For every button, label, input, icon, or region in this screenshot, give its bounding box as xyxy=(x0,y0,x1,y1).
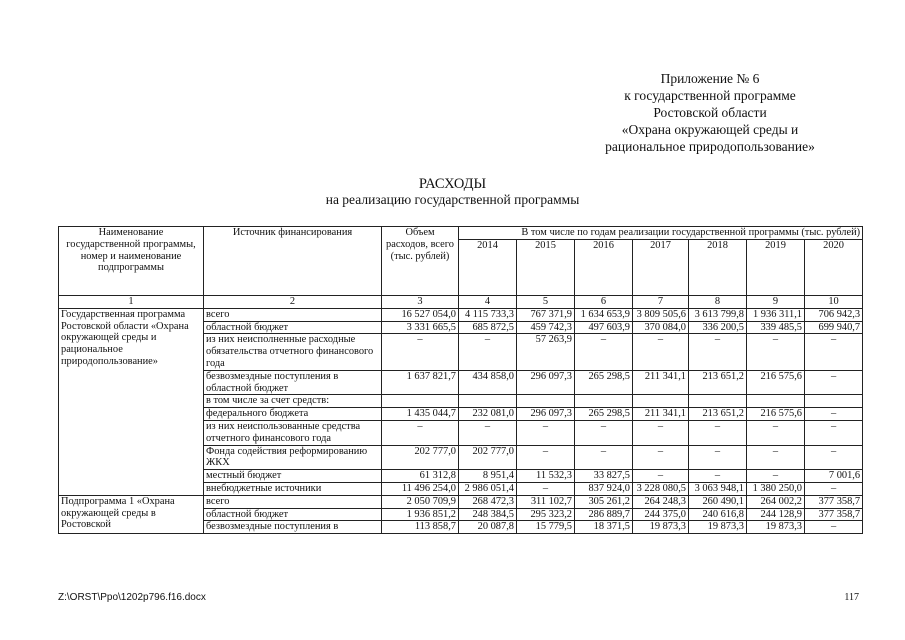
appendix-line: Приложение № 6 xyxy=(660,71,760,86)
value-cell: 2 986 051,4 xyxy=(459,482,517,495)
value-cell: 202 777,0 xyxy=(382,445,459,470)
header-year: 2014 xyxy=(459,239,517,295)
value-cell: 11 496 254,0 xyxy=(382,482,459,495)
value-cell: 19 873,3 xyxy=(747,521,805,534)
value-cell: 216 575,6 xyxy=(747,370,805,395)
value-cell: 240 616,8 xyxy=(689,508,747,521)
source-cell: из них неисполненные расходные обязательства отчетного финансового года xyxy=(204,334,382,370)
column-numbers-row xyxy=(59,296,863,309)
value-cell xyxy=(575,395,633,408)
value-cell: 248 384,5 xyxy=(459,508,517,521)
value-cell: 61 312,8 xyxy=(382,470,459,483)
value-cell: 296 097,3 xyxy=(517,408,575,421)
source-cell: областной бюджет xyxy=(204,508,382,521)
appendix-caption xyxy=(560,70,860,155)
value-cell: 305 261,2 xyxy=(575,495,633,508)
header-source: Источник финансирования xyxy=(204,227,382,296)
value-cell: 16 527 054,0 xyxy=(382,308,459,321)
source-cell: Фонда содействия реформированию ЖКХ xyxy=(204,445,382,470)
value-cell: 7 001,6 xyxy=(805,470,863,483)
value-cell: 3 228 080,5 xyxy=(633,482,689,495)
value-cell: – xyxy=(805,408,863,421)
source-cell: безвозмездные поступления в областной бюджет xyxy=(204,370,382,395)
value-cell: 370 084,0 xyxy=(633,321,689,334)
value-cell: – xyxy=(382,334,459,370)
value-cell: 377 358,7 xyxy=(805,508,863,521)
column-number: 8 xyxy=(689,296,747,309)
appendix-line: Ростовской области xyxy=(653,105,767,120)
value-cell: 232 081,0 xyxy=(459,408,517,421)
source-cell: федерального бюджета xyxy=(204,408,382,421)
value-cell xyxy=(517,395,575,408)
value-cell: – xyxy=(575,445,633,470)
value-cell: 3 063 948,1 xyxy=(689,482,747,495)
value-cell: 286 889,7 xyxy=(575,508,633,521)
value-cell: – xyxy=(747,445,805,470)
value-cell: 211 341,1 xyxy=(633,408,689,421)
value-cell: 216 575,6 xyxy=(747,408,805,421)
value-cell: 434 858,0 xyxy=(459,370,517,395)
value-cell: – xyxy=(805,420,863,445)
header-volume: Объем расходов, всего (тыс. рублей) xyxy=(382,227,459,296)
value-cell xyxy=(689,395,747,408)
value-cell xyxy=(747,395,805,408)
header-year: 2018 xyxy=(689,239,747,295)
value-cell: 18 371,5 xyxy=(575,521,633,534)
value-cell: 19 873,3 xyxy=(633,521,689,534)
document-subtitle: на реализацию государственной программы xyxy=(325,192,580,207)
header-year: 2020 xyxy=(805,239,863,295)
value-cell: – xyxy=(747,420,805,445)
source-cell: безвозмездные поступления в xyxy=(204,521,382,534)
value-cell: 339 485,5 xyxy=(747,321,805,334)
column-number: 5 xyxy=(517,296,575,309)
column-number: 4 xyxy=(459,296,517,309)
value-cell: – xyxy=(517,482,575,495)
value-cell: 2 050 709,9 xyxy=(382,495,459,508)
value-cell: 706 942,3 xyxy=(805,308,863,321)
value-cell: 3 613 799,8 xyxy=(689,308,747,321)
page-number: 117 xyxy=(844,592,859,603)
source-cell: всего xyxy=(204,495,382,508)
value-cell: 1 634 653,9 xyxy=(575,308,633,321)
value-cell: – xyxy=(633,445,689,470)
column-number: 1 xyxy=(59,296,204,309)
expenses-table xyxy=(58,226,863,534)
appendix-line: «Охрана окружающей среды и xyxy=(621,122,799,137)
subprogram-section xyxy=(59,495,863,533)
value-cell: 1 637 821,7 xyxy=(382,370,459,395)
value-cell: 4 115 733,3 xyxy=(459,308,517,321)
value-cell: 8 951,4 xyxy=(459,470,517,483)
value-cell: – xyxy=(575,420,633,445)
document-title: РАСХОДЫ xyxy=(418,176,487,192)
value-cell: – xyxy=(459,420,517,445)
value-cell: 336 200,5 xyxy=(689,321,747,334)
source-cell: в том числе за счет средств: xyxy=(204,395,382,408)
value-cell: – xyxy=(689,420,747,445)
value-cell: 497 603,9 xyxy=(575,321,633,334)
value-cell: 260 490,1 xyxy=(689,495,747,508)
value-cell: 33 827,5 xyxy=(575,470,633,483)
value-cell: – xyxy=(633,470,689,483)
column-number: 2 xyxy=(204,296,382,309)
value-cell: – xyxy=(689,445,747,470)
value-cell: – xyxy=(805,482,863,495)
value-cell: 20 087,8 xyxy=(459,521,517,534)
value-cell xyxy=(382,395,459,408)
value-cell: – xyxy=(747,470,805,483)
value-cell xyxy=(633,395,689,408)
value-cell: 295 323,2 xyxy=(517,508,575,521)
value-cell: 264 248,3 xyxy=(633,495,689,508)
value-cell: 213 651,2 xyxy=(689,408,747,421)
column-number: 7 xyxy=(633,296,689,309)
table-row xyxy=(59,308,863,321)
value-cell: – xyxy=(805,334,863,370)
value-cell: – xyxy=(805,445,863,470)
value-cell: 265 298,5 xyxy=(575,370,633,395)
header-by-years: В том числе по годам реализации государственной программы (тыс. рублей) xyxy=(459,227,863,240)
value-cell: 377 358,7 xyxy=(805,495,863,508)
value-cell: – xyxy=(459,334,517,370)
value-cell: – xyxy=(575,334,633,370)
table-row xyxy=(59,495,863,508)
source-cell: внебюджетные источники xyxy=(204,482,382,495)
value-cell: 699 940,7 xyxy=(805,321,863,334)
value-cell: – xyxy=(805,521,863,534)
value-cell: – xyxy=(633,334,689,370)
source-cell: областной бюджет xyxy=(204,321,382,334)
source-cell: местный бюджет xyxy=(204,470,382,483)
value-cell: 11 532,3 xyxy=(517,470,575,483)
value-cell: 202 777,0 xyxy=(459,445,517,470)
value-cell xyxy=(459,395,517,408)
column-number: 9 xyxy=(747,296,805,309)
column-number: 6 xyxy=(575,296,633,309)
appendix-line: рациональное природопользование» xyxy=(605,139,815,154)
value-cell: – xyxy=(517,420,575,445)
value-cell: 837 924,0 xyxy=(575,482,633,495)
column-number: 3 xyxy=(382,296,459,309)
value-cell: 1 936 851,2 xyxy=(382,508,459,521)
value-cell: 244 128,9 xyxy=(747,508,805,521)
value-cell: 244 375,0 xyxy=(633,508,689,521)
program-name: Государственная программа Ростовской области «Охрана окружающей среды и рациональное природопользование» xyxy=(59,308,204,495)
value-cell: 1 435 044,7 xyxy=(382,408,459,421)
program-section xyxy=(59,308,863,495)
source-cell: из них неиспользованные средства отчетного финансового года xyxy=(204,420,382,445)
value-cell: 296 097,3 xyxy=(517,370,575,395)
value-cell: – xyxy=(633,420,689,445)
value-cell: – xyxy=(805,370,863,395)
value-cell: 15 779,5 xyxy=(517,521,575,534)
file-path: Z:\ORST\Ppo\1202p796.f16.docx xyxy=(58,592,206,603)
header-year: 2015 xyxy=(517,239,575,295)
value-cell: 19 873,3 xyxy=(689,521,747,534)
value-cell: – xyxy=(747,334,805,370)
value-cell: 311 102,7 xyxy=(517,495,575,508)
value-cell: 113 858,7 xyxy=(382,521,459,534)
value-cell: 264 002,2 xyxy=(747,495,805,508)
value-cell: 767 371,9 xyxy=(517,308,575,321)
header-year: 2019 xyxy=(747,239,805,295)
value-cell xyxy=(805,395,863,408)
value-cell: 1 936 311,1 xyxy=(747,308,805,321)
value-cell: 1 380 250,0 xyxy=(747,482,805,495)
value-cell: 3 809 505,6 xyxy=(633,308,689,321)
header-year: 2016 xyxy=(575,239,633,295)
value-cell: 685 872,5 xyxy=(459,321,517,334)
header-name: Наименование государственной программы, номер и наименование подпрограммы xyxy=(59,227,204,296)
value-cell: 3 331 665,5 xyxy=(382,321,459,334)
value-cell: 459 742,3 xyxy=(517,321,575,334)
header-year: 2017 xyxy=(633,239,689,295)
value-cell: – xyxy=(689,334,747,370)
value-cell: 213 651,2 xyxy=(689,370,747,395)
value-cell: – xyxy=(517,445,575,470)
appendix-line: к государственной программе xyxy=(624,88,796,103)
column-number: 10 xyxy=(805,296,863,309)
value-cell: – xyxy=(689,470,747,483)
value-cell: 211 341,1 xyxy=(633,370,689,395)
value-cell: 265 298,5 xyxy=(575,408,633,421)
value-cell: 57 263,9 xyxy=(517,334,575,370)
value-cell: 268 472,3 xyxy=(459,495,517,508)
subprogram-name: Подпрограмма 1 «Охрана окружающей среды в Ростовской xyxy=(59,495,204,533)
source-cell: всего xyxy=(204,308,382,321)
value-cell: – xyxy=(382,420,459,445)
